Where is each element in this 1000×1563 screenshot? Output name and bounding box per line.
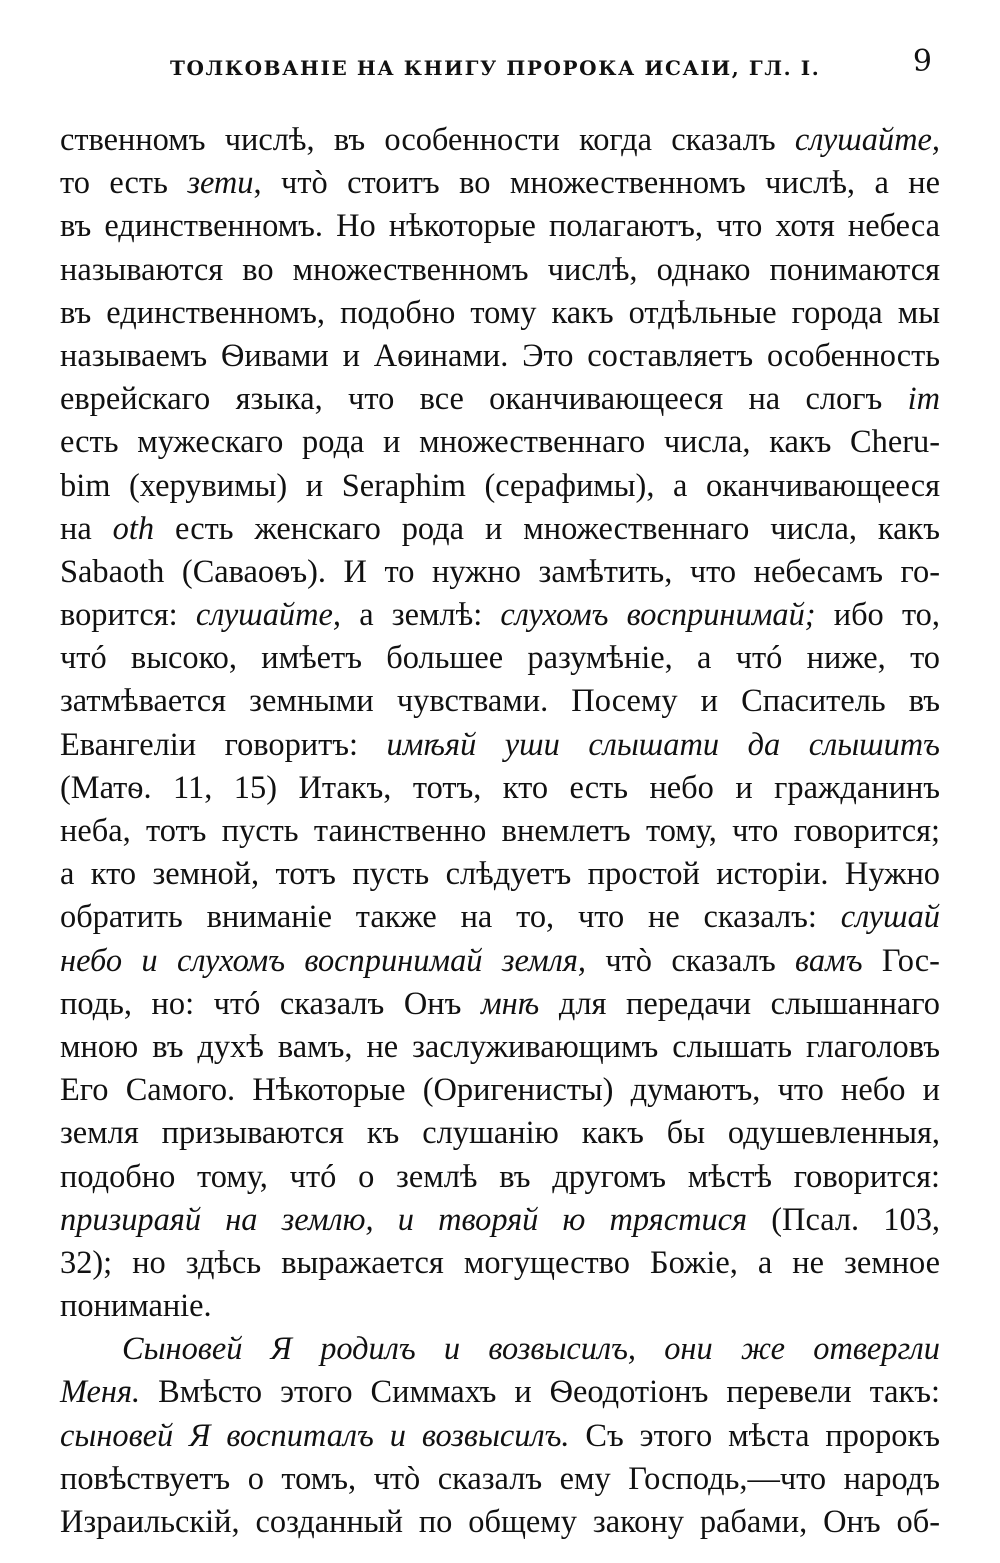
text-run: то есть [60,165,188,202]
text-run: Съ этого мѣста пророкъ [569,1417,940,1454]
text-run: ворится: [60,597,196,634]
text-run: 32); но здѣсь выражается могущество Божіе, а не земное [60,1244,940,1281]
text-line [60,551,940,594]
paragraph-2 [60,1328,940,1544]
italic-text-run: зети [187,165,254,202]
text-line [60,378,940,421]
text-line [60,119,940,162]
text-run: чтò сказалъ [585,942,796,979]
text-line [60,292,940,335]
text-line [60,896,940,939]
text-run: земля призываются къ слушанію какъ бы одушевленныя, [60,1115,940,1152]
text-run: затмѣвается земными чувствами. Посему и Спаситель въ [60,683,940,720]
text-run: подобно тому, чтó о землѣ въ другомъ мѣстѣ говорится: [60,1158,940,1195]
text-run: есть мужескаго рода и множественнаго числа, какъ Cheru- [60,424,940,461]
italic-text-run: oth [112,510,155,547]
italic-text-run: im [907,381,940,418]
italic-text-run: слушай [840,899,940,936]
italic-text-run: Сыновей Я родилъ и возвысилъ, они же отвергли [122,1331,940,1368]
text-line [60,1415,940,1458]
text-run: для передачи слышаннаго [539,985,940,1022]
italic-text-run: призираяй на землю, и творяй ю трястися [60,1201,748,1238]
text-run: подь, но: чтó сказалъ Онъ [60,985,481,1022]
text-run: ибо то, [815,597,940,634]
text-run: называются во множественномъ числѣ, однако понимаются [60,251,940,288]
italic-text-run: слушайте, [794,122,940,158]
text-run: пониманіе. [60,1288,212,1325]
text-line [60,1328,940,1371]
text-line [60,940,940,983]
text-line [60,1069,940,1112]
page-body [60,119,940,1544]
text-line [60,1285,940,1328]
text-line [60,205,940,248]
italic-text-run: слушайте, [195,597,341,634]
text-line [60,680,940,723]
text-line [60,1112,940,1155]
italic-text-run: сыновей Я воспиталъ и возвысилъ. [60,1417,570,1454]
italic-text-run: Меня. [60,1374,141,1411]
text-run: въ единственномъ. Но нѣкоторые полагаютъ, что хотя небеса [60,208,940,245]
text-line [60,1458,940,1501]
text-run: Израильскій, созданный по общему закону рабами, Онъ об- [60,1504,940,1540]
text-run: Его Самого. Нѣкоторые (Оригенисты) думаютъ, что небо и [60,1072,940,1109]
text-run: Евангеліи говоритъ: [60,726,387,763]
text-line [60,508,940,551]
text-line [60,162,940,205]
text-line [60,1242,940,1285]
page-number: 9 [912,44,932,79]
text-run: (Псал. 103, [747,1201,940,1238]
text-line [60,1501,940,1544]
text-run: есть женскаго рода и множественнаго числа, какъ [154,510,940,547]
text-run: Вмѣсто этого Симмахъ и Ѳеодотіонъ перевели такъ: [140,1374,940,1411]
text-line [60,594,940,637]
text-line [60,335,940,378]
text-run: еврейскаго языка, что все оканчивающееся на слогъ [60,381,908,418]
text-run: ственномъ числѣ, въ особенности когда сказалъ [60,122,795,158]
text-run: , чтò стоитъ во множественномъ числѣ, а не [253,165,940,202]
text-line [60,637,940,680]
text-run: повѣствуетъ о томъ, чтò сказалъ ему Господь,—что народъ [60,1460,940,1497]
text-run: чтó высоко, имѣетъ большее разумѣніе, а чтó ниже, то [60,640,940,677]
text-line [60,421,940,464]
text-line [60,724,940,767]
italic-text-run: мнѣ [480,985,540,1022]
text-line [60,1156,940,1199]
italic-text-run: слухомъ воспринимай; [500,597,816,634]
text-run: неба, тотъ пусть таинственно внемлетъ тому, что говорится; [60,813,940,849]
text-line [60,767,940,810]
text-run: (Матѳ. 11, 15) Итакъ, тотъ, кто есть небо и гражданинъ [60,769,940,806]
text-run: bim (херувимы) и Seraphim (серафимы), а оканчивающееся [60,467,940,504]
text-line [60,1199,940,1242]
text-line [60,1371,940,1414]
italic-text-run: вамъ [795,942,863,979]
text-line [60,983,940,1026]
text-run: мною въ духѣ вамъ, не заслуживающимъ слышать глаголовъ [60,1028,940,1065]
text-run: Sabaoth (Саваоѳъ). И то нужно замѣтить, что небесамъ го- [60,553,940,590]
text-line [60,853,940,896]
text-run: Гос- [862,942,940,979]
text-run: на [60,510,113,547]
text-run: а кто земной, тотъ пусть слѣдуетъ простой исторіи. Нужно [60,856,940,893]
paragraph-1 [60,119,940,1328]
text-run: въ единственномъ, подобно тому какъ отдѣльные города мы [60,294,940,331]
text-line [60,465,940,508]
text-run: обратить вниманіе также на то, что не сказалъ: [60,899,841,936]
running-head: ТОЛКОВАНІЕ НА КНИГУ ПРОРОКА ИСАІИ, ГЛ. I. [170,56,821,80]
text-line [60,810,940,853]
text-run: называемъ Ѳивами и Аѳинами. Это составляетъ особенность [60,337,940,374]
text-line [60,249,940,292]
text-line [60,1026,940,1069]
page-header [60,40,940,80]
text-run: а землѣ: [341,597,501,634]
italic-text-run: имѣяй уши слышати да слышитъ [386,726,940,763]
italic-text-run: небо и слухомъ воспринимай земля, [60,942,586,979]
